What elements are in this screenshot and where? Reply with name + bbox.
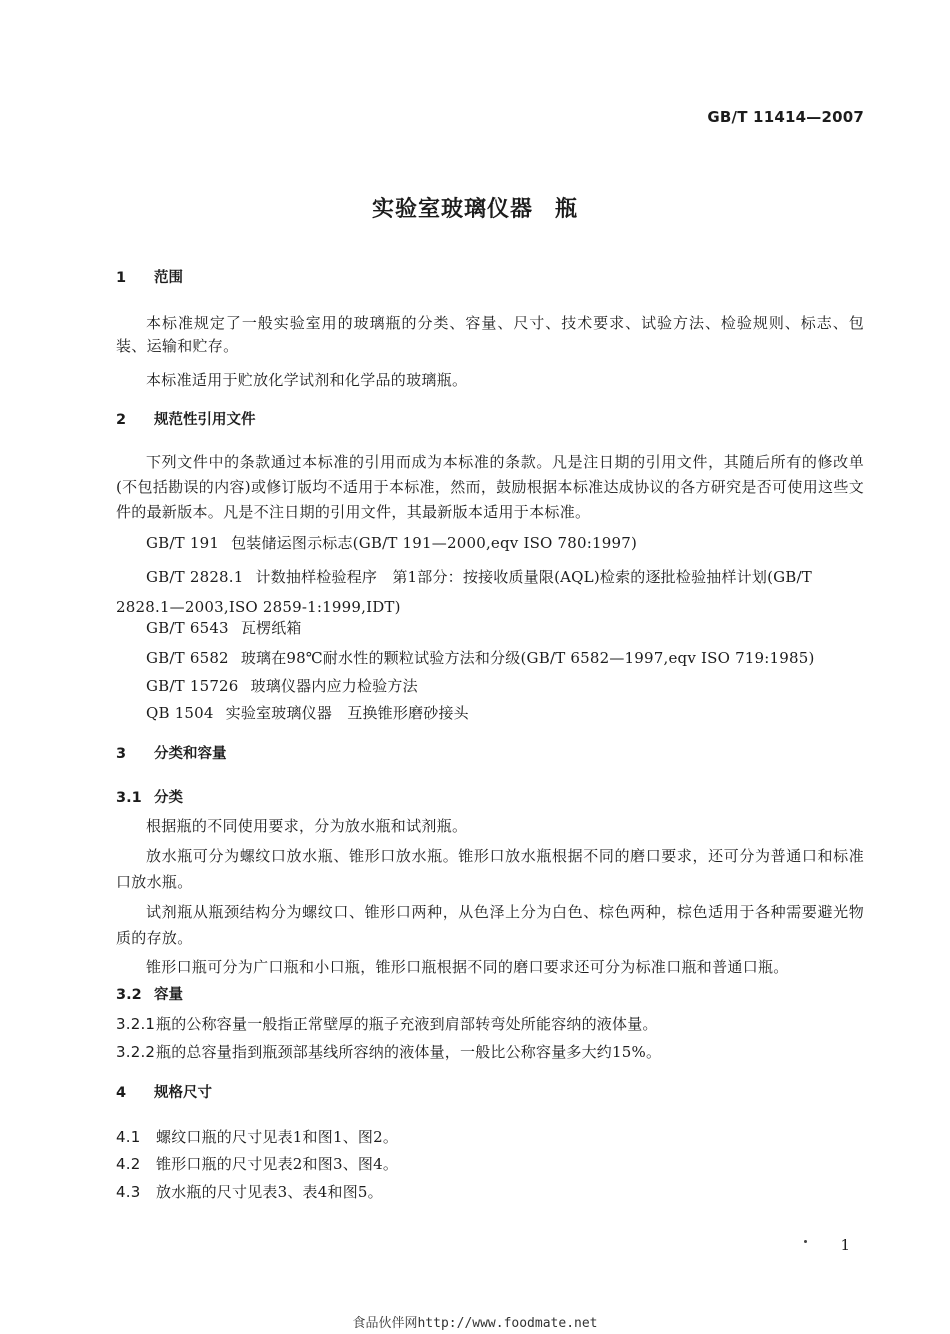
clause-text: 螺纹口瓶的尺寸见表1和图1、图2。 xyxy=(156,1128,399,1146)
reference-title: 瓦楞纸箱 xyxy=(240,619,302,637)
clause-text: 锥形口瓶的尺寸见表2和图3、图4。 xyxy=(156,1155,399,1173)
clause-3-2-2 xyxy=(116,1040,864,1064)
clause-number: 3.2.2 xyxy=(116,1043,156,1061)
subsection-title: 分类 xyxy=(154,790,183,806)
section-title: 规范性引用文件 xyxy=(154,412,256,428)
page-number: 1 xyxy=(840,1236,850,1254)
subsection-3-1-paragraph-1: 根据瓶的不同使用要求，分为放水瓶和试剂瓶。 xyxy=(146,817,468,835)
scan-speck xyxy=(804,1240,807,1243)
section-number: 4 xyxy=(116,1085,127,1101)
title-main: 实验室玻璃仪器 xyxy=(371,197,533,222)
clause-3-2-1 xyxy=(116,1012,864,1036)
section-4-heading xyxy=(116,1081,864,1105)
reference-title: 包装储运图示标志(GB/T 191—2000,eqv ISO 780:1997) xyxy=(231,534,638,552)
subsection-3-2-heading xyxy=(116,983,864,1007)
reference-title: 计数抽样检验程序 第1部分：按接收质量限(AQL)检索的逐批检验抽样计划(GB/T 2828.1—2003,ISO 2859-1:1999,IDT) xyxy=(116,568,812,616)
subsection-3-1-paragraph-3: 试剂瓶从瓶颈结构分为螺纹口、锥形口两种，从色泽上分为白色、棕色两种，棕色适用于各种需要避光物质的存放。 xyxy=(116,903,864,947)
section-1-paragraph-2: 本标准适用于贮放化学试剂和化学品的玻璃瓶。 xyxy=(146,371,468,389)
reference-item xyxy=(116,562,864,622)
clause-4-2 xyxy=(116,1152,864,1176)
section-title: 分类和容量 xyxy=(154,746,227,762)
subsection-number: 3.1 xyxy=(116,790,142,806)
reference-title: 玻璃在98℃耐水性的颗粒试验方法和分级(GB/T 6582—1997,eqv ISO 719:1985) xyxy=(240,649,815,667)
reference-title: 玻璃仪器内应力检验方法 xyxy=(250,677,418,695)
section-3-heading xyxy=(116,742,864,766)
subsection-3-1-heading xyxy=(116,786,864,810)
clause-4-3 xyxy=(116,1180,864,1204)
subsection-3-1-paragraph-4: 锥形口瓶可分为广口瓶和小口瓶，锥形口瓶根据不同的磨口要求还可分为标准口瓶和普通口瓶。 xyxy=(146,958,789,976)
section-number: 1 xyxy=(116,270,127,286)
clause-number: 4.1 xyxy=(116,1128,141,1146)
subsection-3-1-paragraph-2: 放水瓶可分为螺纹口放水瓶、锥形口放水瓶。锥形口放水瓶根据不同的磨口要求，还可分为普通口和标准口放水瓶。 xyxy=(116,847,864,891)
clause-text: 放水瓶的尺寸见表3、表4和图5。 xyxy=(156,1183,383,1201)
clause-number: 3.2.1 xyxy=(116,1015,156,1033)
reference-title: 实验室玻璃仪器 互换锥形磨砂接头 xyxy=(225,704,469,722)
reference-code: QB 1504 xyxy=(146,704,214,722)
section-title: 范围 xyxy=(154,270,183,286)
reference-code: GB/T 191 xyxy=(146,534,220,552)
standard-number: GB/T 11414—2007 xyxy=(707,108,864,126)
reference-item xyxy=(116,616,894,640)
section-1-heading xyxy=(116,266,864,290)
clause-text: 瓶的公称容量一般指正常壁厚的瓶子充液到肩部转弯处所能容纳的液体量。 xyxy=(156,1015,658,1033)
reference-item xyxy=(116,674,894,698)
reference-item xyxy=(116,531,894,555)
subsection-title: 容量 xyxy=(154,987,183,1003)
footer-watermark: 食品伙伴网http://www.foodmate.net xyxy=(352,1316,598,1331)
reference-code: GB/T 15726 xyxy=(146,677,239,695)
clause-number: 4.3 xyxy=(116,1183,141,1201)
page-title xyxy=(0,192,950,223)
reference-item xyxy=(116,701,894,725)
section-title: 规格尺寸 xyxy=(154,1085,212,1101)
reference-item xyxy=(116,646,894,670)
clause-4-1 xyxy=(116,1125,864,1149)
reference-code: GB/T 6543 xyxy=(146,619,229,637)
clause-text: 瓶的总容量指到瓶颈部基线所容纳的液体量，一般比公称容量多大约15%。 xyxy=(156,1043,662,1061)
section-number: 3 xyxy=(116,746,127,762)
subsection-number: 3.2 xyxy=(116,987,142,1003)
reference-code: GB/T 6582 xyxy=(146,649,229,667)
title-sub: 瓶 xyxy=(555,197,579,222)
clause-number: 4.2 xyxy=(116,1155,141,1173)
section-1-paragraph-1: 本标准规定了一般实验室用的玻璃瓶的分类、容量、尺寸、技术要求、试验方法、检验规则、标志、包装、运输和贮存。 xyxy=(116,314,864,355)
reference-code: GB/T 2828.1 xyxy=(146,568,244,586)
section-2-paragraph-1: 下列文件中的条款通过本标准的引用而成为本标准的条款。凡是注日期的引用文件，其随后所有的修改单(不包括勘误的内容)或修订版均不适用于本标准，然而，鼓励根据本标准达成协议的各方研究是否可使用这些文件的最新版本。凡是不注日期的引用文件，其最新版本适用于本标准。 xyxy=(116,453,864,521)
section-number: 2 xyxy=(116,412,127,428)
section-2-heading xyxy=(116,408,864,432)
